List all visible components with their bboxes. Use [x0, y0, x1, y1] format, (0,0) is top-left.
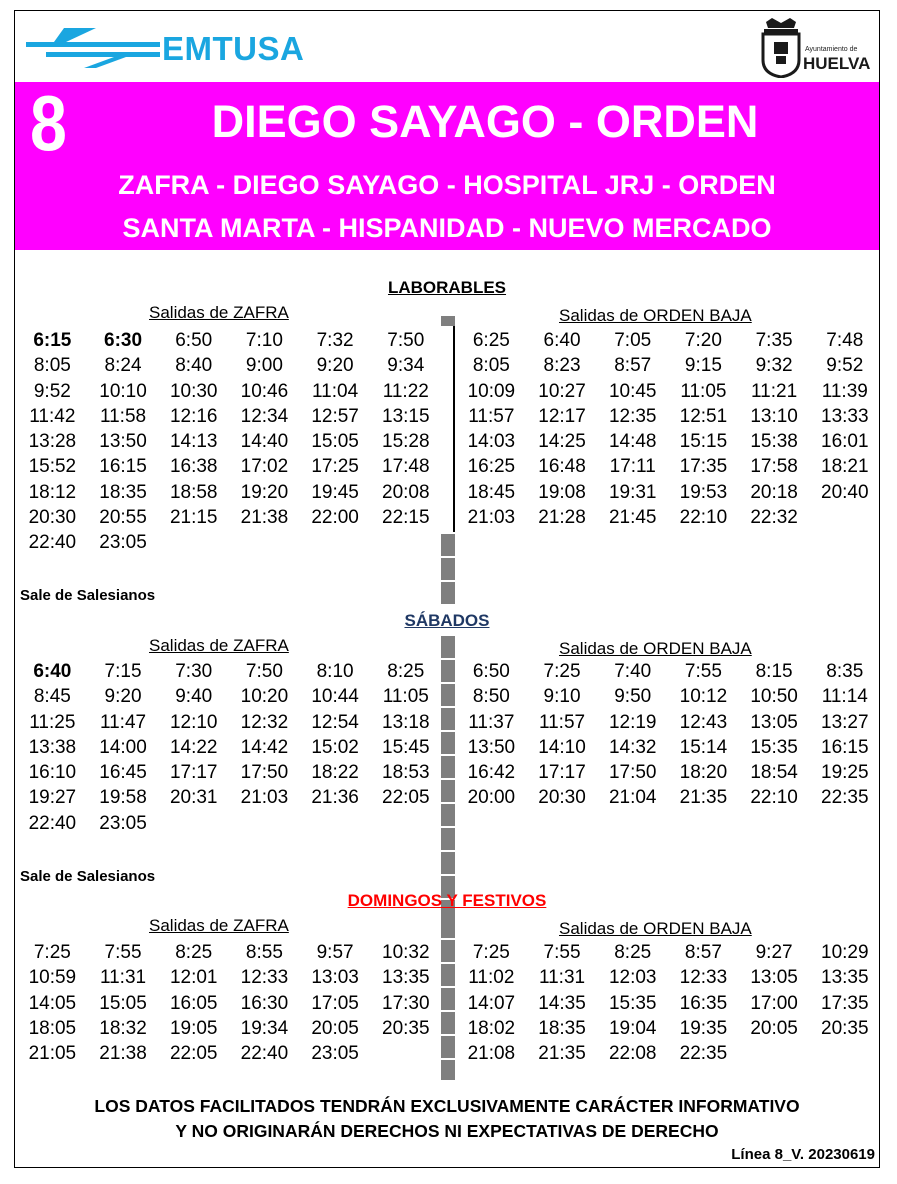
version-label: Línea 8_V. 20230619	[731, 1146, 875, 1163]
departure-time: 18:21	[821, 456, 869, 478]
departure-time: 10:10	[99, 380, 147, 402]
departure-time: 17:02	[240, 456, 289, 478]
departure-time: 8:57	[614, 355, 652, 377]
departure-time: 14:22	[169, 736, 218, 758]
departure-time: 11:02	[468, 967, 515, 989]
departure-time: 13:03	[311, 967, 359, 989]
domingos-right-times	[456, 940, 880, 1066]
departure-time: 8:10	[316, 661, 354, 682]
departure-time: 14:00	[99, 736, 147, 758]
departure-time: 9:32	[755, 355, 793, 377]
departure-time: 15:02	[311, 736, 359, 758]
laborables-right-times	[456, 328, 880, 530]
departure-time: 12:33	[240, 967, 289, 989]
departure-time: 20:55	[99, 507, 147, 529]
departure-time: 18:32	[99, 1017, 147, 1039]
departure-time: 19:45	[311, 481, 359, 503]
departure-time: 9:57	[316, 942, 354, 963]
departure-time: 11:39	[821, 380, 868, 402]
departure-time: 13:18	[382, 711, 430, 733]
departure-time: 16:15	[821, 736, 869, 758]
departure-time: 17:11	[609, 456, 656, 478]
departure-time: 7:40	[614, 661, 652, 682]
departure-time: 14:42	[240, 736, 289, 758]
departure-time: 21:03	[240, 787, 289, 809]
departure-time: 8:05	[472, 355, 510, 377]
departure-time: 11:37	[468, 711, 515, 733]
departure-time: 6:40	[543, 330, 581, 351]
departure-time: 9:20	[316, 355, 354, 377]
departure-time: 16:48	[538, 456, 586, 478]
departure-time: 9:10	[543, 686, 581, 708]
section-title-sabados: SÁBADOS	[404, 611, 490, 630]
departure-time: 15:14	[679, 736, 728, 758]
departure-time: 16:38	[169, 456, 218, 478]
departure-time: 12:16	[169, 405, 218, 427]
departure-time: 8:25	[387, 661, 425, 682]
section-title-domingos: DOMINGOS Y FESTIVOS	[347, 891, 547, 910]
departure-time: 9:50	[614, 686, 652, 708]
departure-time: 11:25	[29, 711, 76, 733]
departure-time: 7:48	[826, 330, 864, 351]
departure-time: 19:20	[240, 481, 289, 503]
departure-time: 12:17	[538, 405, 586, 427]
departure-time: 17:25	[311, 456, 359, 478]
departure-time: 19:27	[28, 787, 77, 809]
departure-time: 17:35	[679, 456, 728, 478]
departure-time: 15:35	[750, 736, 798, 758]
departure-time: 18:22	[311, 762, 359, 784]
departure-time: 18:02	[467, 1017, 516, 1039]
departure-time: 13:35	[821, 967, 869, 989]
departure-time: 22:40	[240, 1043, 289, 1065]
departure-time: 6:50	[175, 330, 213, 351]
departure-time: 19:34	[240, 1017, 289, 1039]
departure-time: 19:08	[538, 481, 586, 503]
domingos-left-header: Salidas de ZAFRA	[149, 916, 289, 935]
departure-time: 12:51	[679, 405, 728, 427]
departure-time: 11:31	[538, 967, 586, 989]
departure-time: 11:47	[99, 711, 147, 733]
departure-time: 8:40	[175, 355, 213, 377]
departure-time: 22:15	[382, 507, 430, 529]
departure-time: 13:10	[750, 405, 798, 427]
route-stops-line-1: ZAFRA - DIEGO SAYAGO - HOSPITAL JRJ - ORDEN	[118, 170, 776, 200]
departure-time: 16:10	[28, 762, 77, 784]
departure-time: 17:50	[240, 762, 289, 784]
departure-time: 11:42	[29, 405, 76, 427]
departure-time: 8:25	[614, 942, 652, 963]
departure-time: 21:36	[311, 787, 359, 809]
sabados-note: Sale de Salesianos	[20, 868, 156, 885]
departure-time: 13:50	[99, 431, 147, 453]
departure-time: 11:05	[382, 686, 429, 708]
departure-time: 20:35	[382, 1017, 430, 1039]
departure-time: 14:13	[169, 431, 218, 453]
departure-time: 17:30	[382, 992, 430, 1014]
departure-time: 7:55	[543, 942, 581, 963]
departure-time: 15:45	[382, 736, 430, 758]
departure-time: 10:59	[28, 967, 77, 989]
departure-time: 20:18	[750, 481, 798, 503]
crest-subtitle: Ayuntamiento de	[805, 46, 858, 53]
departure-time: 13:15	[382, 405, 430, 427]
departure-time: 12:35	[608, 405, 657, 427]
departure-time: 22:05	[169, 1043, 218, 1065]
departure-time: 10:12	[679, 686, 728, 708]
departure-time: 20:00	[467, 787, 516, 809]
departure-time: 15:35	[608, 992, 657, 1014]
departure-time: 14:48	[608, 431, 657, 453]
departure-time: 12:43	[679, 711, 728, 733]
departure-time: 17:48	[382, 456, 430, 478]
departure-time: 22:32	[750, 507, 798, 529]
departure-time: 14:10	[538, 736, 586, 758]
brand-name: EMTUSA	[162, 30, 305, 67]
departure-time: 22:05	[382, 787, 430, 809]
departure-time: 13:05	[750, 711, 798, 733]
departure-time: 14:03	[467, 431, 516, 453]
departure-time: 20:05	[311, 1017, 359, 1039]
departure-time: 8:50	[472, 686, 510, 708]
line-title: DIEGO SAYAGO - ORDEN	[211, 96, 759, 147]
departure-time: 9:40	[175, 686, 213, 708]
laborables-note: Sale de Salesianos	[20, 587, 156, 604]
departure-time: 8:45	[33, 686, 71, 708]
departure-time: 17:35	[821, 992, 869, 1014]
departure-time: 18:35	[538, 1017, 586, 1039]
departure-time: 20:08	[382, 481, 430, 503]
departure-time: 17:00	[750, 992, 798, 1014]
laborables-left-times	[17, 328, 441, 556]
departure-time: 9:20	[104, 686, 142, 708]
crest-city-name: HUELVA	[803, 54, 871, 73]
departure-time: 17:58	[750, 456, 798, 478]
departure-time: 20:35	[821, 1017, 869, 1039]
departure-time: 15:05	[311, 431, 359, 453]
departure-time: 8:24	[104, 355, 142, 377]
departure-time: 10:30	[169, 380, 218, 402]
departure-time: 9:34	[387, 355, 425, 377]
departure-time: 23:05	[311, 1043, 359, 1065]
departure-time: 12:01	[169, 967, 218, 989]
departure-time: 18:12	[28, 481, 77, 503]
departure-time: 15:05	[99, 992, 147, 1014]
departure-time: 17:17	[538, 762, 586, 784]
departure-time: 12:32	[240, 711, 289, 733]
departure-time: 19:04	[608, 1017, 657, 1039]
departure-time: 11:22	[382, 380, 429, 402]
sabados-right-times	[456, 659, 880, 811]
sabados-left-times	[17, 659, 441, 836]
departure-time: 16:15	[99, 456, 147, 478]
departure-time: 7:55	[684, 661, 722, 682]
line-number: 8	[30, 79, 67, 167]
departure-time: 8:55	[245, 942, 283, 963]
departure-time: 15:28	[382, 431, 430, 453]
departure-time: 7:25	[543, 661, 581, 682]
departure-time: 23:05	[99, 532, 147, 554]
departure-time: 6:25	[472, 330, 510, 351]
departure-time: 19:25	[821, 762, 869, 784]
departure-time: 13:33	[821, 405, 869, 427]
departure-time: 10:32	[382, 942, 430, 963]
departure-time: 22:40	[28, 812, 77, 834]
departure-time: 7:15	[104, 661, 142, 682]
departure-time: 21:05	[28, 1043, 77, 1065]
departure-time: 10:27	[538, 380, 586, 402]
domingos-right-header: Salidas de ORDEN BAJA	[559, 919, 752, 938]
departure-time: 15:52	[28, 456, 77, 478]
sabados-left-header: Salidas de ZAFRA	[149, 636, 289, 655]
departure-time: 14:05	[28, 992, 77, 1014]
departure-time: 10:20	[240, 686, 289, 708]
departure-time: 6:50	[472, 661, 510, 682]
departure-time: 17:50	[608, 762, 657, 784]
departure-time: 9:15	[684, 355, 722, 377]
departure-time: 22:35	[679, 1043, 728, 1065]
departure-time: 14:07	[467, 992, 516, 1014]
departure-time: 14:40	[240, 431, 289, 453]
departure-time: 7:32	[316, 330, 354, 351]
departure-time: 20:30	[538, 787, 586, 809]
departure-time: 14:25	[538, 431, 586, 453]
departure-time: 11:14	[821, 686, 868, 708]
sabados-right-header: Salidas de ORDEN BAJA	[559, 639, 752, 658]
departure-time: 21:35	[679, 787, 728, 809]
departure-time: 7:55	[104, 942, 142, 963]
departure-time: 20:30	[28, 507, 77, 529]
departure-time: 6:40	[33, 661, 72, 682]
departure-time: 21:04	[608, 787, 657, 809]
departure-time: 10:45	[608, 380, 657, 402]
departure-time: 18:54	[750, 762, 798, 784]
departure-time: 11:57	[468, 405, 515, 427]
departure-time: 18:05	[28, 1017, 77, 1039]
departure-time: 16:25	[467, 456, 516, 478]
departure-time: 22:10	[679, 507, 728, 529]
departure-time: 6:15	[33, 330, 72, 351]
departure-time: 9:27	[755, 942, 793, 963]
departure-time: 10:50	[750, 686, 798, 708]
departure-time: 18:58	[169, 481, 218, 503]
departure-time: 21:28	[538, 507, 586, 529]
departure-time: 19:05	[169, 1017, 218, 1039]
departure-time: 13:50	[467, 736, 516, 758]
departure-time: 18:53	[382, 762, 430, 784]
departure-time: 11:21	[751, 380, 798, 402]
departure-time: 10:09	[467, 380, 516, 402]
departure-time: 11:57	[538, 711, 586, 733]
departure-time: 8:57	[684, 942, 722, 963]
departure-time: 16:05	[169, 992, 218, 1014]
huelva-crest-icon	[760, 18, 802, 78]
departure-time: 7:50	[245, 661, 283, 682]
departure-time: 18:45	[467, 481, 516, 503]
disclaimer-line-2: Y NO ORIGINARÁN DERECHOS NI EXPECTATIVAS DE DERECHO	[175, 1121, 719, 1141]
departure-time: 12:19	[608, 711, 657, 733]
departure-time: 16:42	[467, 762, 516, 784]
departure-time: 11:05	[680, 380, 727, 402]
departure-time: 23:05	[99, 812, 147, 834]
departure-time: 19:31	[608, 481, 657, 503]
departure-time: 8:15	[755, 661, 793, 682]
departure-time: 8:23	[543, 355, 581, 377]
departure-time: 12:03	[608, 967, 657, 989]
section-title-laborables: LABORABLES	[387, 278, 507, 297]
departure-time: 13:05	[750, 967, 798, 989]
departure-time: 19:35	[679, 1017, 728, 1039]
departure-time: 7:20	[684, 330, 722, 351]
departure-time: 7:30	[175, 661, 213, 682]
departure-time: 16:01	[821, 431, 869, 453]
departure-time: 12:54	[311, 711, 359, 733]
departure-time: 13:35	[382, 967, 430, 989]
departure-time: 8:05	[33, 355, 71, 377]
departure-time: 22:08	[608, 1043, 657, 1065]
departure-time: 20:05	[750, 1017, 798, 1039]
departure-time: 22:35	[821, 787, 869, 809]
departure-time: 21:38	[99, 1043, 147, 1065]
departure-time: 15:38	[750, 431, 798, 453]
departure-time: 10:29	[821, 942, 869, 963]
departure-time: 21:15	[169, 507, 218, 529]
departure-time: 6:30	[104, 330, 143, 351]
departure-time: 11:58	[99, 405, 147, 427]
departure-time: 12:57	[311, 405, 359, 427]
departure-time: 18:20	[679, 762, 728, 784]
departure-time: 13:28	[28, 431, 77, 453]
departure-time: 8:35	[826, 661, 864, 682]
departure-time: 16:35	[679, 992, 728, 1014]
departure-time: 11:31	[99, 967, 147, 989]
departure-time: 9:00	[245, 355, 283, 377]
departure-time: 7:10	[245, 330, 283, 351]
departure-time: 15:15	[679, 431, 728, 453]
departure-time: 22:00	[311, 507, 359, 529]
departure-time: 16:45	[99, 762, 147, 784]
departure-time: 18:35	[99, 481, 147, 503]
departure-time: 22:40	[28, 532, 77, 554]
laborables-left-header: Salidas de ZAFRA	[149, 303, 289, 322]
departure-time: 21:35	[538, 1043, 586, 1065]
departure-time: 9:52	[826, 355, 864, 377]
departure-time: 17:05	[311, 992, 359, 1014]
departure-time: 20:31	[169, 787, 218, 809]
departure-time: 10:44	[311, 686, 359, 708]
departure-time: 13:38	[28, 736, 77, 758]
departure-time: 21:45	[608, 507, 657, 529]
departure-time: 21:08	[467, 1043, 516, 1065]
departure-time: 16:30	[240, 992, 289, 1014]
departure-time: 21:03	[467, 507, 516, 529]
domingos-left-times	[17, 940, 441, 1066]
departure-time: 14:32	[608, 736, 657, 758]
departure-time: 19:58	[99, 787, 147, 809]
departure-time: 12:33	[679, 967, 728, 989]
departure-time: 17:17	[169, 762, 218, 784]
departure-time: 7:35	[755, 330, 793, 351]
departure-time: 12:34	[240, 405, 289, 427]
departure-time: 22:10	[750, 787, 798, 809]
departure-time: 20:40	[821, 481, 869, 503]
departure-time: 11:04	[312, 380, 359, 402]
departure-time: 7:25	[33, 942, 71, 963]
departure-time: 14:35	[538, 992, 586, 1014]
departure-time: 21:38	[240, 507, 289, 529]
departure-time: 8:25	[175, 942, 213, 963]
disclaimer-line-1: LOS DATOS FACILITADOS TENDRÁN EXCLUSIVAMENTE CARÁCTER INFORMATIVO	[94, 1096, 800, 1116]
departure-time: 10:46	[240, 380, 289, 402]
departure-time: 9:52	[33, 380, 71, 402]
departure-time: 19:53	[679, 481, 728, 503]
departure-time: 7:25	[472, 942, 510, 963]
departure-time: 13:27	[821, 711, 869, 733]
route-stops-line-2: SANTA MARTA - HISPANIDAD - NUEVO MERCADO	[122, 213, 772, 243]
emtusa-logo-icon	[26, 28, 160, 68]
departure-time: 12:10	[169, 711, 218, 733]
departure-time: 7:50	[387, 330, 425, 351]
laborables-right-header: Salidas de ORDEN BAJA	[559, 306, 752, 325]
departure-time: 7:05	[614, 330, 652, 351]
